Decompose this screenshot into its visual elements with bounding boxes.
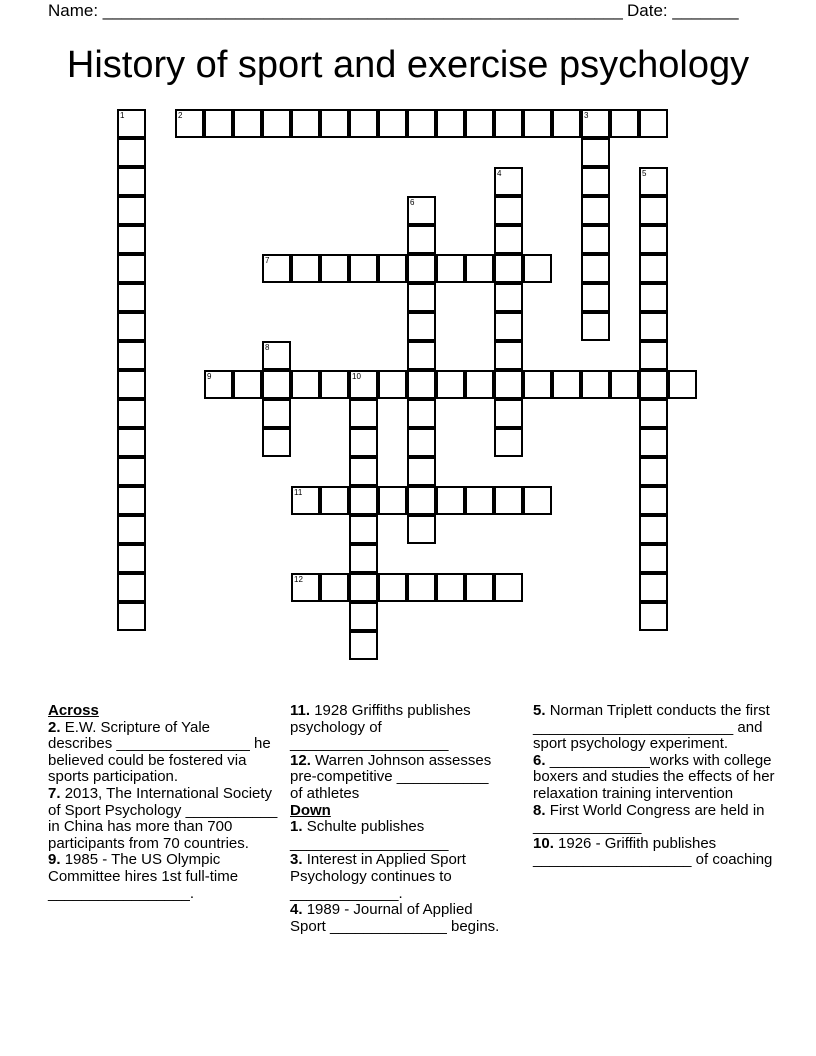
grid-cell[interactable] <box>407 515 436 544</box>
clue-text: ____________works with college boxers and studies the effects of her relaxation training intervention <box>533 751 775 802</box>
clue-number: 7 <box>48 784 57 802</box>
grid-cell[interactable] <box>639 225 668 254</box>
grid-cell[interactable] <box>262 109 291 138</box>
grid-cell[interactable] <box>494 428 523 457</box>
clues-column-3 <box>533 703 778 869</box>
grid-cell[interactable] <box>407 399 436 428</box>
clue-number: 8 <box>533 801 542 819</box>
grid-cell[interactable] <box>407 109 436 138</box>
clue-across-12: 12. Warren Johnson assesses pre-competitive ___________ of athletes <box>290 751 492 802</box>
grid-cell[interactable] <box>610 370 639 399</box>
grid-cell[interactable] <box>349 573 378 602</box>
grid-cell[interactable] <box>117 486 146 515</box>
grid-cell[interactable] <box>407 486 436 515</box>
grid-cell[interactable] <box>639 428 668 457</box>
cell-number: 12 <box>294 575 303 584</box>
grid-cell[interactable] <box>117 109 146 138</box>
grid-cell[interactable] <box>262 399 291 428</box>
grid-cell[interactable] <box>320 370 349 399</box>
grid-cell[interactable] <box>117 341 146 370</box>
grid-cell[interactable] <box>349 515 378 544</box>
grid-cell[interactable] <box>494 254 523 283</box>
grid-cell[interactable] <box>117 573 146 602</box>
grid-cell[interactable] <box>465 370 494 399</box>
clue-number: 2 <box>48 718 57 736</box>
clue-text: 1989 - Journal of Applied Sport ______________ begins. <box>290 901 500 935</box>
name-label: Name: <box>48 1 103 20</box>
grid-cell[interactable] <box>581 225 610 254</box>
grid-cell[interactable] <box>581 283 610 312</box>
grid-cell[interactable] <box>639 283 668 312</box>
grid-cell[interactable] <box>291 254 320 283</box>
grid-cell[interactable] <box>639 515 668 544</box>
grid-cell[interactable] <box>233 370 262 399</box>
grid-cell[interactable] <box>494 109 523 138</box>
grid-cell[interactable] <box>639 167 668 196</box>
grid-cell[interactable] <box>523 109 552 138</box>
grid-cell[interactable] <box>204 109 233 138</box>
grid-cell[interactable] <box>523 486 552 515</box>
clue-down-3: 3. Interest in Applied Sport Psychology continues to _____________. <box>290 851 466 902</box>
grid-cell[interactable] <box>117 399 146 428</box>
grid-cell[interactable] <box>465 486 494 515</box>
clue-text: 1926 - Griffith publishes ___________________ of coaching <box>533 834 773 869</box>
across-heading: Across <box>48 702 99 719</box>
clue-number: 12 <box>290 751 307 769</box>
grid-cell[interactable] <box>407 370 436 399</box>
grid-cell[interactable] <box>436 370 465 399</box>
clues-column-1 <box>48 703 278 902</box>
grid-cell[interactable] <box>117 515 146 544</box>
grid-cell[interactable] <box>639 399 668 428</box>
grid-cell[interactable] <box>233 109 262 138</box>
grid-cell[interactable] <box>494 225 523 254</box>
grid-cell[interactable] <box>407 196 436 225</box>
date-field[interactable] <box>627 0 739 22</box>
grid-cell[interactable] <box>117 312 146 341</box>
clue-text: Schulte publishes ___________________ <box>290 818 449 852</box>
grid-cell[interactable] <box>639 544 668 573</box>
grid-cell[interactable] <box>494 370 523 399</box>
cell-number: 9 <box>207 372 212 381</box>
grid-cell[interactable] <box>494 283 523 312</box>
grid-cell[interactable] <box>378 486 407 515</box>
clue-down-8: 8. First World Congress are held in _____________ <box>533 801 765 836</box>
grid-cell[interactable] <box>407 457 436 486</box>
cell-number: 10 <box>352 372 361 381</box>
date-blank[interactable]: _______ <box>672 1 739 20</box>
grid-cell[interactable] <box>262 428 291 457</box>
clue-number: 10 <box>533 834 550 852</box>
down-heading: Down <box>290 801 331 819</box>
grid-cell[interactable] <box>320 573 349 602</box>
clue-number: 1 <box>290 818 299 836</box>
grid-cell[interactable] <box>349 254 378 283</box>
grid-cell[interactable] <box>639 486 668 515</box>
clue-text: 1928 Griffiths publishes psychology of ___________________ <box>290 702 471 753</box>
cell-number: 7 <box>265 256 270 265</box>
grid-cell[interactable] <box>262 370 291 399</box>
grid-cell[interactable] <box>465 254 494 283</box>
clue-down-6: 6. ____________works with college boxers and studies the effects of her relaxation training intervention <box>533 751 775 802</box>
grid-cell[interactable] <box>581 167 610 196</box>
grid-cell[interactable] <box>581 370 610 399</box>
clue-text: Norman Triplett conducts the first ________________________ and sport psychology experiment. <box>533 702 770 753</box>
clue-across-9: 9. 1985 - The US Olympic Committee hires 1st full-time _________________. <box>48 851 239 902</box>
grid-cell[interactable] <box>320 109 349 138</box>
grid-cell[interactable] <box>117 167 146 196</box>
cell-number: 4 <box>497 169 502 178</box>
grid-cell[interactable] <box>581 254 610 283</box>
grid-cell[interactable] <box>378 370 407 399</box>
grid-cell[interactable] <box>349 399 378 428</box>
grid-cell[interactable] <box>407 225 436 254</box>
grid-cell[interactable] <box>291 573 320 602</box>
grid-cell[interactable] <box>407 341 436 370</box>
grid-cell[interactable] <box>494 399 523 428</box>
clues-column-2 <box>290 703 505 935</box>
grid-cell[interactable] <box>117 457 146 486</box>
grid-cell[interactable] <box>175 109 204 138</box>
grid-cell[interactable] <box>436 486 465 515</box>
grid-cell[interactable] <box>465 573 494 602</box>
grid-cell[interactable] <box>349 602 378 631</box>
grid-cell[interactable] <box>610 109 639 138</box>
grid-cell[interactable] <box>117 544 146 573</box>
grid-cell[interactable] <box>320 254 349 283</box>
grid-cell[interactable] <box>639 196 668 225</box>
cell-number: 1 <box>120 111 125 120</box>
grid-cell[interactable] <box>349 631 378 660</box>
clue-down-5: 5. Norman Triplett conducts the first ________________________ and sport psychology experiment. <box>533 702 770 753</box>
grid-cell[interactable] <box>349 486 378 515</box>
grid-cell[interactable] <box>494 486 523 515</box>
grid-cell[interactable] <box>349 109 378 138</box>
grid-cell[interactable] <box>639 341 668 370</box>
grid-cell[interactable] <box>378 573 407 602</box>
grid-cell[interactable] <box>407 573 436 602</box>
grid-cell[interactable] <box>291 486 320 515</box>
clue-across-7: 7. 2013, The International Society of Sport Psychology ___________ in China has more than 700 participants from 70 countries. <box>48 784 278 852</box>
clue-number: 3 <box>290 851 299 869</box>
clue-down-1: 1. Schulte publishes ___________________ <box>290 818 449 852</box>
clue-number: 11 <box>290 702 306 719</box>
clue-number: 4 <box>290 901 299 919</box>
clue-text: 2013, The International Society of Sport Psychology ___________ in China has more than 700 participants from 70 countries. <box>48 784 278 852</box>
grid-cell[interactable] <box>320 486 349 515</box>
grid-cell[interactable] <box>581 109 610 138</box>
grid-cell[interactable] <box>494 167 523 196</box>
cell-number: 3 <box>584 111 589 120</box>
grid-cell[interactable] <box>639 573 668 602</box>
clue-text: E.W. Scripture of Yale describes ________________ he believed could be fostered via sports participation. <box>48 718 271 786</box>
grid-cell[interactable] <box>639 370 668 399</box>
grid-cell[interactable] <box>407 254 436 283</box>
clue-text: First World Congress are held in _____________ <box>533 801 765 836</box>
clue-across-11: 11. 1928 Griffiths publishes psychology of ___________________ <box>290 702 471 753</box>
grid-cell[interactable] <box>117 283 146 312</box>
grid-cell[interactable] <box>349 457 378 486</box>
page-title: History of sport and exercise psychology <box>66 44 750 86</box>
grid-cell[interactable] <box>407 312 436 341</box>
grid-cell[interactable] <box>407 283 436 312</box>
clue-down-10: 10. 1926 - Griffith publishes ___________________ of coaching <box>533 834 773 869</box>
grid-cell[interactable] <box>407 428 436 457</box>
clue-across-2: 2. E.W. Scripture of Yale describes ________________ he believed could be fostered via sports participation. <box>48 718 271 786</box>
grid-cell[interactable] <box>581 138 610 167</box>
grid-cell[interactable] <box>349 544 378 573</box>
grid-cell[interactable] <box>378 254 407 283</box>
grid-cell[interactable] <box>117 138 146 167</box>
grid-cell[interactable] <box>117 428 146 457</box>
name-field[interactable] <box>48 0 623 22</box>
grid-cell[interactable] <box>494 196 523 225</box>
grid-cell[interactable] <box>639 312 668 341</box>
grid-cell[interactable] <box>581 196 610 225</box>
grid-cell[interactable] <box>117 254 146 283</box>
clue-down-4: 4. 1989 - Journal of Applied Sport ______________ begins. <box>290 901 500 935</box>
cell-number: 8 <box>265 343 270 352</box>
clue-number: 5 <box>533 702 542 719</box>
grid-cell[interactable] <box>668 370 697 399</box>
grid-cell[interactable] <box>291 109 320 138</box>
cell-number: 5 <box>642 169 647 178</box>
grid-cell[interactable] <box>349 370 378 399</box>
grid-cell[interactable] <box>523 370 552 399</box>
grid-cell[interactable] <box>204 370 233 399</box>
grid-cell[interactable] <box>494 573 523 602</box>
cell-number: 6 <box>410 198 415 207</box>
grid-cell[interactable] <box>117 225 146 254</box>
date-label: Date: <box>627 1 673 20</box>
cell-number: 2 <box>178 111 183 120</box>
grid-cell[interactable] <box>639 457 668 486</box>
cell-number: 11 <box>294 488 303 497</box>
clue-text: 1985 - The US Olympic Committee hires 1st full-time _________________. <box>48 851 239 902</box>
grid-cell[interactable] <box>494 312 523 341</box>
grid-cell[interactable] <box>639 254 668 283</box>
grid-cell[interactable] <box>552 370 581 399</box>
grid-cell[interactable] <box>523 254 552 283</box>
grid-cell[interactable] <box>465 109 494 138</box>
grid-cell[interactable] <box>436 109 465 138</box>
grid-cell[interactable] <box>117 196 146 225</box>
grid-cell[interactable] <box>436 573 465 602</box>
grid-cell[interactable] <box>349 428 378 457</box>
clue-text: Warren Johnson assesses pre-competitive ___________ of athletes <box>290 751 492 802</box>
clue-text: Interest in Applied Sport Psychology continues to _____________. <box>290 851 466 902</box>
grid-cell[interactable] <box>552 109 581 138</box>
grid-cell[interactable] <box>117 370 146 399</box>
grid-cell[interactable] <box>291 370 320 399</box>
grid-cell[interactable] <box>378 109 407 138</box>
grid-cell[interactable] <box>639 109 668 138</box>
grid-cell[interactable] <box>581 312 610 341</box>
grid-cell[interactable] <box>436 254 465 283</box>
grid-cell[interactable] <box>262 254 291 283</box>
clue-number: 9 <box>48 851 57 869</box>
grid-cell[interactable] <box>117 602 146 631</box>
clue-number: 6 <box>533 751 542 769</box>
grid-cell[interactable] <box>639 602 668 631</box>
name-blank[interactable]: _______________________________________________________ <box>102 1 623 20</box>
grid-cell[interactable] <box>262 341 291 370</box>
grid-cell[interactable] <box>494 341 523 370</box>
